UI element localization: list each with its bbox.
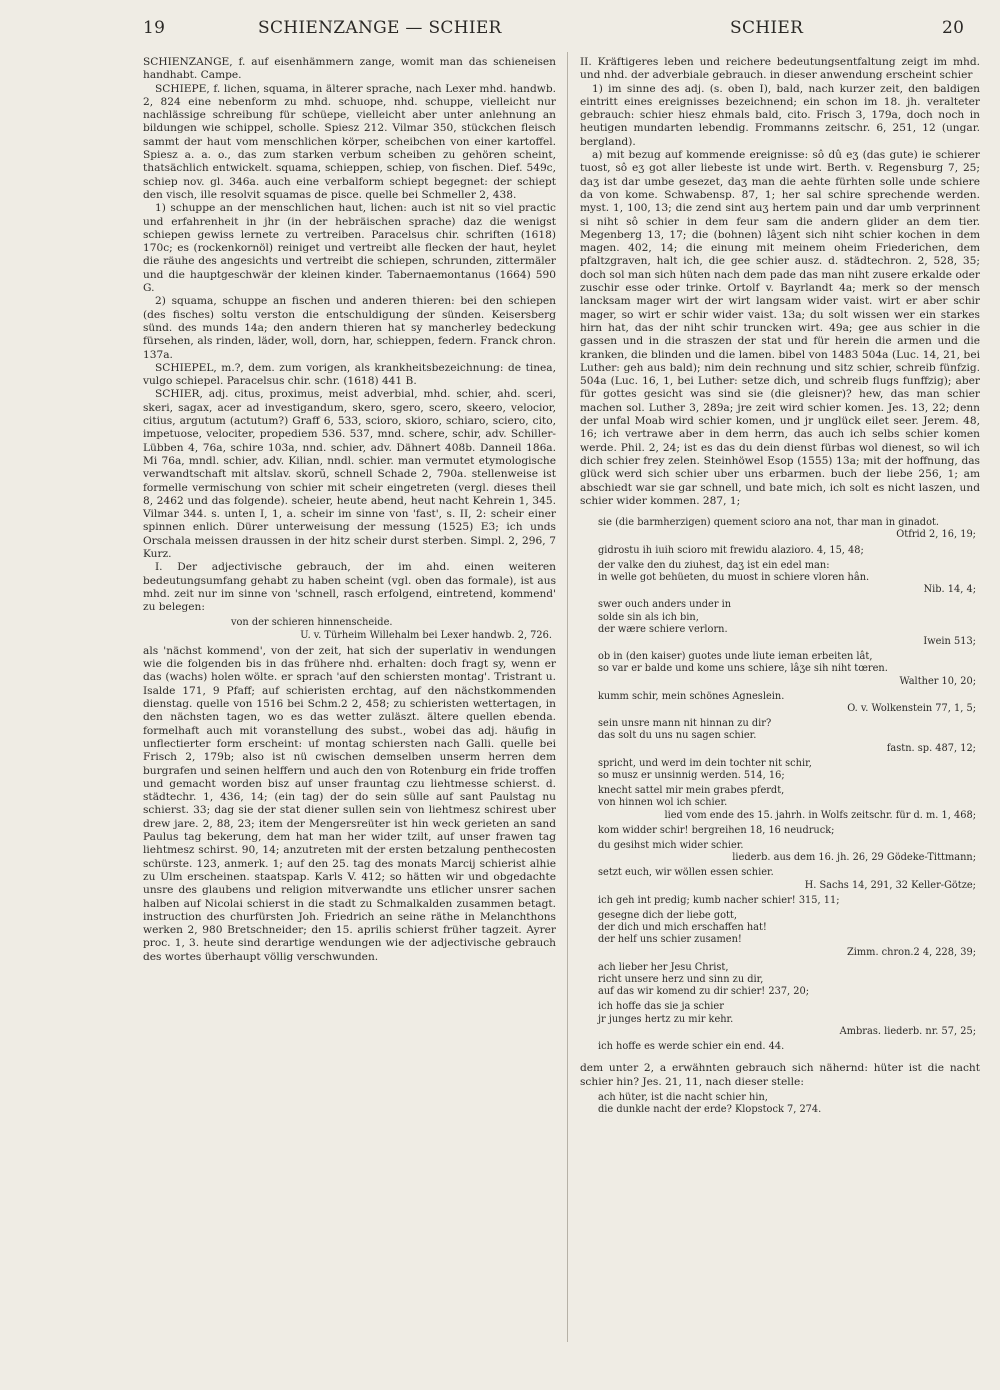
verse-block <box>598 517 980 541</box>
sense-2: 2) squama, schuppe an fischen und anderen thieren: bei den schiepen (des fisches) soltu verston die entschuldigung der sünden. Keisersberg sünd. des munds 14a; den andern thieren hat sy mancherley bedeckung fürsehen, als rinden, läder, woll, dorn, har, schieppen, federn. Franck chron. 137a. <box>143 295 556 361</box>
verse-line: der valke den du ziuhest, daʒ ist ein edel man: <box>598 559 830 571</box>
verse-line: ich geh int predig; kumb nacher schier! 315, 11; <box>598 894 840 906</box>
verse-block <box>598 785 980 822</box>
left-running-head: SCHIENZANGE — SCHIER <box>258 18 502 38</box>
verse-block <box>598 962 980 999</box>
verse-line: sein unsre mann nit hinnan zu dir? <box>598 718 772 730</box>
verse-line: richt unsere herz und sinn zu dir, <box>598 974 764 985</box>
section-I: I. Der adjectivische gebrauch, der im ahd. einen weiteren bedeutungsumfang gehabt zu haben scheint (vgl. oben das formale), ist aus mhd. zeit nur im sinne von 'schnell, rasch erfolgend, eintretend, kommend' zu belegen: <box>143 561 556 614</box>
verse-line: in welle got behüeten, du muost in schiere vloren hân. <box>598 571 870 583</box>
entry-schier: SCHIER, adj. citus, proximus, meist adverbial, mhd. schier, ahd. sceri, skeri, sagax, acer ad investigandum, skero, sgero, scero, skeero, velocior, citius, argutum (actutum?) Graff 6, 533, scioro, skioro, schiaro, sciero, cito, impetuose, velociter, propediem 536. 537, mnd. schere, schir, adv. Schiller-Lübben 4, 76a, schire 103a, nnd. schier, adv. Dähnert 408b. Danneil 186a. Mi 76a, mndl. schier, adv. Kilian, nndl. schier. man vermutet etymologische verwandtschaft mit altslav. skorŭ, schnell Schade 2, 790a. stellenweise ist formelle vermischung von schier mit scheir eingetreten (vergl. dieses theil 8, 2462 und das folgende). scheier, heute abend, heut nacht Kehrein 1, 345. Vilmar 344. s. unten I, 1, a. scheir im sinne von 'fast', s. II, 2: scheir einer spinnen enlich. Dürer unterweisung der messung (1525) E3; ich unds Orschala meissen draussen in der hitz scheir durst sterben. Simpl. 2, 296, 7 Kurz. <box>143 388 556 560</box>
section-I-continued: als 'nächst kommend', von der zeit, hat sich der superlativ in wendungen wie die folgenden bis in das frühere nhd. erhalten: doch fragt sy, wenn er das (wachs) holen wölte. er sprach 'auf den schiersten montag'. Tristrant u. Isalde 171, 9 Pfaff; auf schieristen erchtag, auf den nächstkommenden dienstag. quelle von 1516 bei Schm.2 2, 458; zu schieristen wettertagen, in den nächsten tagen, wo es das wetter zuläszt. ältere quellen ebenda. formelhaft auch mit voranstellung des subst., wobei das adj. häufig in unflectierter form erscheint: uf montag schiersten nach Galli. quelle bei Frisch 2, 179b; also ist nü cwischen demselben unserm herren dem burgrafen und seinen helffern und auch den von Rotenburg ein fride troffen und gemacht worden bisz auf unser frauntag czu liehtmesse schierst. d. städtechr. 1, 436, 14; (ein tag) der do sein sülle auf sant Paulstag nu schierst. 33; dag sie der stat diener sullen sein von liehtmesz schirest uber drew jare. 2, 88, 23; item der Mengersreüter ist hin weck gerieten an sand Paulus tag bekerung, dem hat man her wider tzilt, auf unser frawen tag liehtmesz schirst. 90, 14; anzutreten mit der ersten betzalung penthecosten schürste. 123, anmerk. 1; auf den 25. tag des monats Marcij schierist alhie zu Ulm erscheinen. staatspap. Karls V. 412; so hätten wir und obgedachte unsre des glaubens und religion mitverwandte uns etlicher unsrer sachen halben auf Nicolai schierst in die stadt zu Schmalkalden zusammen betagt. instruction des churfürsten Joh. Friedrich an seine räthe in Melanchthons werken 2, 980 Bretschneider; den 15. aprilis schierst früher tagzeit. Ayrer proc. 1, 3. heute sind derartige wendungen wie der adjectivische gebrauch des wortes überhaupt völlig verschwunden. <box>143 644 556 963</box>
verse-quotations <box>580 517 980 1053</box>
verse-block <box>598 910 980 959</box>
section-II: II. Kräftigeres leben und reichere bedeutungsentfaltung zeigt im mhd. und nhd. der adverbiale gebrauch. in dieser anwendung erscheint schier <box>580 56 980 82</box>
verse-block <box>598 825 980 837</box>
verse-source: Nib. 14, 4; <box>923 584 976 596</box>
verse-line: gesegne dich der liebe gott, <box>598 909 737 921</box>
verse-line: ach lieber her Jesu Christ, <box>598 961 729 973</box>
verse-source: lied vom ende des 15. jahrh. in Wolfs zeitschr. für d. m. 1, 468; <box>664 809 976 821</box>
verse-block <box>598 718 980 755</box>
verse-line: ich hoffe es werde schier ein end. 44. <box>598 1041 785 1053</box>
quote-source: U. v. Türheim Willehalm bei Lexer handwb. 2, 726. <box>300 629 552 641</box>
verse-source: Otfrid 2, 16, 19; <box>896 529 976 541</box>
verse-source: Ambras. liederb. nr. 57, 25; <box>839 1025 976 1037</box>
final-verse <box>598 1092 980 1116</box>
verse-line: ob in (den kaiser) guotes unde liute ieman erbeiten lât, <box>598 651 873 663</box>
verse-line: du gesihst mich wider schier. <box>598 839 744 851</box>
column-divider <box>567 52 568 1342</box>
verse-line: die dunkle nacht der erde? Klopstock 7, 274. <box>598 1104 822 1116</box>
right-column <box>580 56 980 1119</box>
entry-schiepe: SCHIEPE, f. lichen, squama, in älterer sprache, nach Lexer mhd. handwb. 2, 824 eine nebenform zu mhd. schuope, nhd. schuppe, vielleicht nur nachlässige schreibung für schüepe, vielleicht aber unter anlehnung an bildungen wie schippel, scholle. Spiesz 212. Vilmar 350, stückchen fleisch sammt der haut vom menschlichen körper, scheibchen von einer kartoffel. Spiesz a. a. o., das zum starken verbum scheiben zu gehören scheint, thatsächlich entwickelt. squama, schieppen, schiep, von fischen. Dief. 549c, schiep nov. gl. 346a. auch eine verbalform schiept begegnet: der schiept den visch, ille resolvit squamas de pisce. quelle bei Schmeller 2, 438. <box>143 82 556 201</box>
verse-block <box>598 1001 980 1038</box>
verse-line: ich hoffe das sie ja schier <box>598 1001 724 1013</box>
verse-source: Zimm. chron.2 4, 228, 39; <box>846 946 976 958</box>
sense-II-1: 1) im sinne des adj. (s. oben I), bald, nach kurzer zeit, den baldigen eintritt eines ereignisses bezeichnend; ein schon im 18. jh. veralteter gebrauch: schier hiesz ehmals bald, cito. Frisch 3, 179a, doch noch in heutigen mundarten lebendig. Frommanns zeitschr. 6, 251, 12 (ungar. bergland). <box>580 82 980 148</box>
verse-line: der wære schiere verlorn. <box>598 623 728 635</box>
entry-schiepel: SCHIEPEL, m.?, dem. zum vorigen, als krankheitsbezeichnung: de tinea, vulgo schiepel. Paracelsus chir. schr. (1618) 441 B. <box>143 361 556 388</box>
verse-line: der dich und mich erschaffen hat! <box>598 922 767 934</box>
verse-line: sie (die barmherzigen) quement scioro ana not, thar man in ginadot. <box>598 517 940 529</box>
verse-line: jr junges hertz zu mir kehr. <box>598 1013 734 1025</box>
quote-block <box>161 617 556 641</box>
verse-line: ach hüter, ist die nacht schier hin, <box>598 1091 768 1103</box>
verse-block <box>598 867 980 891</box>
verse-line: von hinnen wol ich schier. <box>598 797 728 809</box>
verse-block <box>598 651 980 688</box>
verse-block <box>598 840 980 864</box>
verse-block <box>598 895 980 907</box>
verse-source: liederb. aus dem 16. jh. 26, 29 Gödeke-Tittmann; <box>732 852 976 864</box>
verse-source: Iwein 513; <box>923 635 976 647</box>
closing-paragraph: dem unter 2, a erwähnten gebrauch sich nähernd: hüter ist die nacht schier hin? Jes. 21, 11, nach dieser stelle: <box>580 1062 980 1088</box>
verse-line: setzt euch, wir wöllen essen schier. <box>598 867 774 879</box>
verse-block <box>598 758 980 782</box>
verse-block <box>598 1041 980 1053</box>
sense-II-1a: a) mit bezug auf kommende ereignisse: sô dû eʒ (das gute) ie schierer tuost, sô eʒ got aller liebeste ist unde wirt. Berth. v. Regensburg 7, 25; daʒ ist dar umbe gesezet, daʒ man die aehte fürhten solle unde schiere da von kome. Schwabensp. 87, 1; her sal schire sprechende werden. myst. 1, 100, 13; die zend sint auʒ hertem pain und dar umb verprinnent si niht sô schier in dem feur sam die andern glider an dem tier. Megenberg 13, 17; die (bohnen) lâʒent sich niht schier kochen in dem magen. 402, 14; die einung mit meinem oheim Friederichen, dem pfaltzgraven, halt ich, die gee schier ausz. d. städtechron. 2, 528, 35; doch sol man sich hüten nach dem pade das man niht zusere erkalde oder zuschir esse oder trinke. Ortolf v. Bayrlandt 4a; merk so der mensch lancksam mager wirt der wirt langsam wider vaist. wirt er aber schir mager, so wirt er schir wider vaist. 13a; du solt wissen wer ein starkes hirn hat, das der niht schir truncken wirt. 49a; gee aus schier in die gassen und in die straszen der stat und für herein die armen und die kranken, die blinden und die lamen. bibel von 1483 504a (Luc. 14, 21, bei Luther: geh aus bald); nim dein rechnung und sitz schier, schreib fünfzig. 504a (Luc. 16, 1, bei Luther: setze dich, und schreib flugs funffzig); aber für gottes gesicht was sind sie (die gleisner)? hew, das man schier machen sol. Luther 3, 289a; jre zeit wird schier komen. Jes. 13, 22; denn der unfal Moab wird schier komen, und jr unglück eilet seer. Jerem. 48, 16; ich vertrawe aber in dem herrn, das auch ich selbs schier komen werde. Phil. 2, 24; ist es das du dein dienst fürbas wol dienest, so wil ich dich schier frey zelen. Steinhöwel Esop (1555) 13a; mit der hoffnung, das glück werd sich schier uber uns erbarmen. buch der liebe 256, 1; am abschiedt war sie gar schnell, und bate mich, ich solt es nicht laszen, und schier wider kommen. 287, 1; <box>580 149 980 507</box>
verse-block <box>598 599 980 648</box>
verse-line: kumm schir, mein schönes Agneslein. <box>598 690 785 702</box>
verse-line: swer ouch anders under in <box>598 599 732 611</box>
right-page-number: 20 <box>942 18 965 38</box>
right-running-head: SCHIER <box>730 18 804 38</box>
verse-block <box>598 545 980 557</box>
verse-line: der helf uns schier zusamen! <box>598 934 742 946</box>
verse-source: H. Sachs 14, 291, 32 Keller-Götze; <box>804 879 976 891</box>
verse-source: O. v. Wolkenstein 77, 1, 5; <box>847 702 976 714</box>
verse-line: das solt du uns nu sagen schier. <box>598 730 757 742</box>
verse-line: auf das wir komend zu dir schier! 237, 20; <box>598 986 810 998</box>
verse-line: so musz er unsinnig werden. 514, 16; <box>598 769 785 781</box>
verse-line: so var er balde und kome uns schiere, lâʒe sih niht tœren. <box>598 663 888 675</box>
verse-line: solde sin als ich bin, <box>598 611 699 623</box>
sense-1: 1) schuppe an der menschlichen haut, lichen: auch ist nit so viel practic und erfahrenheit in jhr (in der hebräischen sprache) daz die wenigst schiepen gewiss lernete zu vertreiben. Paracelsus chir. schriften (1618) 170c; es (rockenkornöl) reiniget und vertreibt alle flecken der haut, heylet die räuhe des angesichts und vertreibt die schiepen, schrunden, zittermäler und die hauptgeschwär der kleinen kinder. Tabernaemontanus (1664) 590 G. <box>143 202 556 295</box>
entry-schienzange: SCHIENZANGE, f. auf eisenhämmern zange, womit man das schieneisen handhabt. Campe. <box>143 56 556 82</box>
verse-block <box>598 691 980 715</box>
verse-line: kom widder schir! bergreihen 18, 16 neudruck; <box>598 824 835 836</box>
verse-source: Walther 10, 20; <box>899 675 976 687</box>
verse-block <box>598 560 980 597</box>
quote-line: von der schieren hinnenscheide. <box>231 617 393 629</box>
left-page-number: 19 <box>143 18 166 38</box>
left-column <box>143 56 556 964</box>
verse-line: knecht sattel mir mein grabes pferdt, <box>598 785 785 797</box>
verse-line: spricht, und werd im dein tochter nit schir, <box>598 757 812 769</box>
verse-source: fastn. sp. 487, 12; <box>886 742 976 754</box>
verse-line: gidrostu ih iuih scioro mit frewidu alazioro. 4, 15, 48; <box>598 544 864 556</box>
